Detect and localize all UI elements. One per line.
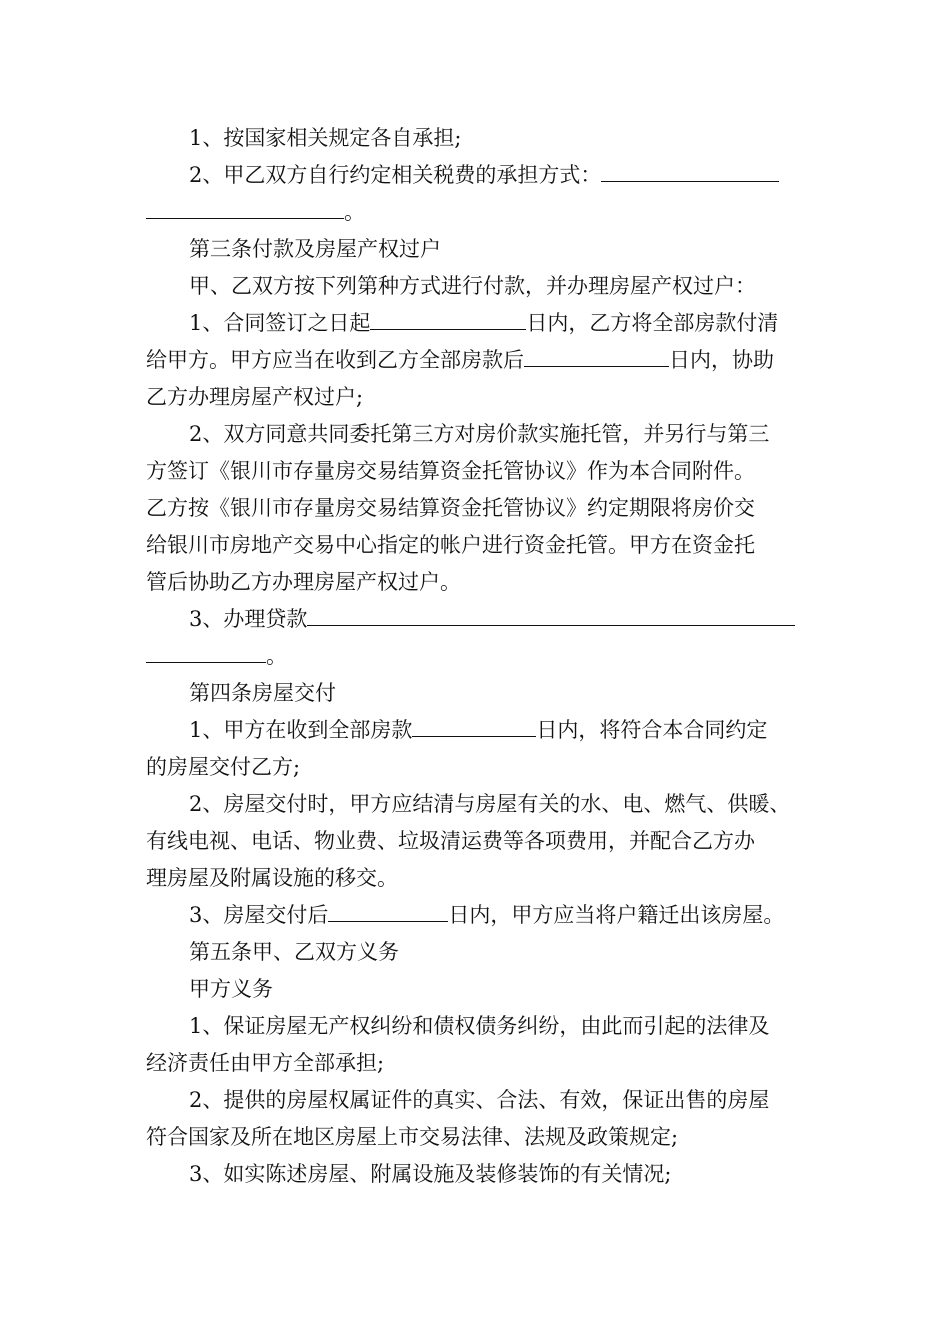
text: 第五条甲、乙双方义务: [189, 940, 399, 964]
payment-3-line-2: [146, 644, 287, 668]
clause-tax-2-cont: [146, 200, 365, 224]
text: 乙方办理房屋产权过户;: [146, 385, 364, 409]
article-5-heading: [189, 940, 399, 964]
fill-blank: [370, 311, 526, 330]
article-4-heading: [189, 681, 336, 705]
text: 2、双方同意共同委托第三方对房价款实施托管，并另行与第三: [189, 422, 770, 446]
fill-blank: [146, 200, 344, 219]
obligation-2-line-2: [146, 1125, 678, 1149]
clause-tax-1: [189, 126, 461, 150]
obligation-2-line-1: [189, 1088, 769, 1112]
text: 2、甲乙双方自行约定相关税费的承担方式：: [189, 163, 602, 187]
text: 1、按国家相关规定各自承担;: [189, 126, 462, 150]
text: 2、提供的房屋权属证件的真实、合法、有效，保证出售的房屋: [189, 1088, 770, 1112]
fill-blank: [146, 644, 266, 663]
text: 1、合同签订之日起: [189, 311, 371, 335]
text: 3、如实陈述房屋、附属设施及装修装饰的有关情况;: [189, 1162, 672, 1186]
text: 1、保证房屋无产权纠纷和债权债务纠纷，由此而引起的法律及: [189, 1014, 770, 1038]
text: 日内，甲方应当将户籍迁出该房屋。: [448, 903, 785, 927]
payment-2-line-5: [146, 570, 461, 594]
article-3-heading: [189, 237, 441, 261]
fill-blank: [601, 163, 779, 182]
text: 。: [266, 644, 287, 668]
text: 的房屋交付乙方;: [146, 755, 301, 779]
text: 方签订《银川市存量房交易结算资金托管协议》作为本合同附件。: [146, 459, 755, 483]
text: 符合国家及所在地区房屋上市交易法律、法规及政策规定;: [146, 1125, 679, 1149]
delivery-3: [189, 903, 784, 927]
text: 甲、乙双方按下列第种方式进行付款，并办理房屋产权过户：: [189, 274, 756, 298]
text: 给银川市房地产交易中心指定的帐户进行资金托管。甲方在资金托: [146, 533, 755, 557]
text: 日内，乙方将全部房款付清: [526, 311, 779, 335]
text: 经济责任由甲方全部承担;: [146, 1051, 385, 1075]
text: 3、办理贷款: [189, 607, 308, 631]
text: 有线电视、电话、物业费、垃圾清运费等各项费用，并配合乙方办: [146, 829, 755, 853]
payment-2-line-2: [146, 459, 755, 483]
text: 甲方义务: [189, 977, 273, 1001]
payment-3-line-1: [189, 607, 795, 631]
delivery-2-line-2: [146, 829, 755, 853]
fill-blank: [328, 903, 448, 922]
fill-blank: [412, 718, 536, 737]
obligation-3: [189, 1162, 671, 1186]
payment-1-line-1: [189, 311, 778, 335]
text: 第四条房屋交付: [189, 681, 336, 705]
text: 给甲方。甲方应当在收到乙方全部房款后: [146, 348, 524, 372]
party-a-obligations-heading: [189, 977, 273, 1001]
clause-tax-2: [189, 163, 779, 187]
text: 1、甲方在收到全部房款: [189, 718, 413, 742]
text: 3、房屋交付后: [189, 903, 329, 927]
delivery-1-line-1: [189, 718, 767, 742]
fill-blank: [307, 607, 795, 626]
payment-2-line-3: [146, 496, 755, 520]
payment-2-line-1: [189, 422, 769, 446]
text: 2、房屋交付时，甲方应结清与房屋有关的水、电、燃气、供暖、: [189, 792, 791, 816]
text: 管后协助乙方办理房屋产权过户。: [146, 570, 461, 594]
delivery-2-line-3: [146, 866, 398, 890]
payment-1-line-2: [146, 348, 774, 372]
article-3-intro: [189, 274, 756, 298]
fill-blank: [524, 348, 669, 367]
obligation-1-line-1: [189, 1014, 769, 1038]
text: 乙方按《银川市存量房交易结算资金托管协议》约定期限将房价交: [146, 496, 755, 520]
text: 。: [344, 200, 365, 224]
delivery-1-line-2: [146, 755, 300, 779]
text: 日内，将符合本合同约定: [536, 718, 768, 742]
payment-2-line-4: [146, 533, 755, 557]
payment-1-line-3: [146, 385, 363, 409]
obligation-1-line-2: [146, 1051, 384, 1075]
text: 理房屋及附属设施的移交。: [146, 866, 398, 890]
text: 日内，协助: [669, 348, 774, 372]
text: 第三条付款及房屋产权过户: [189, 237, 441, 261]
delivery-2-line-1: [189, 792, 790, 816]
